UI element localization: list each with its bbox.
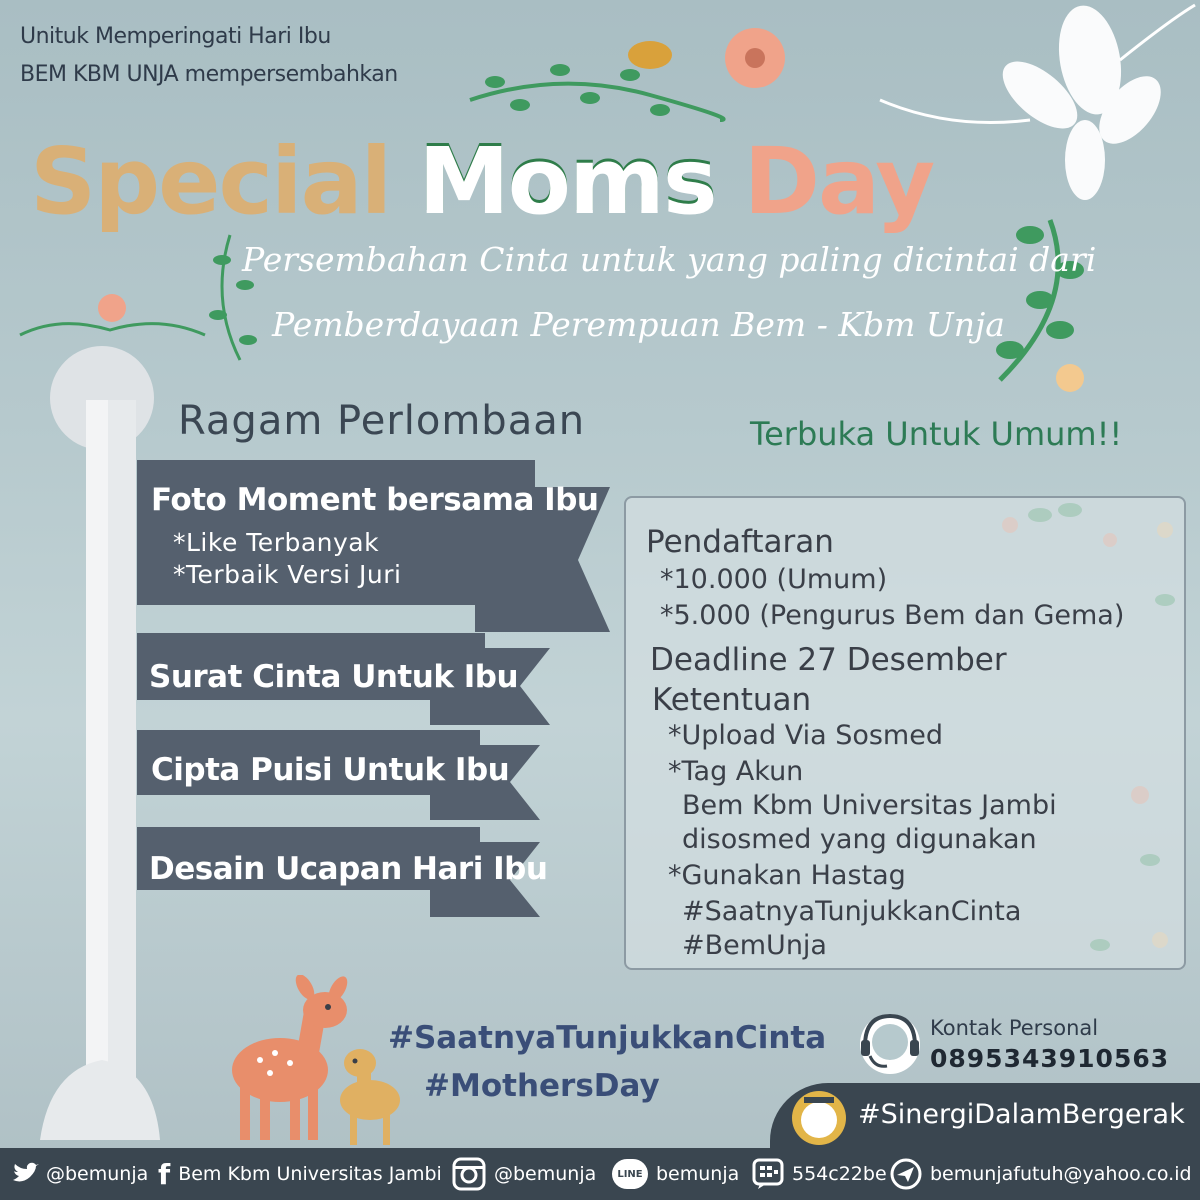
headset-icon [855, 1008, 925, 1078]
hashtag-mothersday: #MothersDay [424, 1068, 660, 1104]
instagram-handle: @bemunja [494, 1163, 597, 1185]
competition-note-1: *Like Terbanyak [173, 528, 380, 557]
email-icon [890, 1158, 922, 1190]
email-link[interactable] [890, 1148, 1192, 1200]
twitter-handle: @bemunja [46, 1163, 149, 1185]
competition-banner-1 [137, 460, 599, 605]
competition-title-3: Cipta Puisi Untuk Ibu [151, 752, 510, 788]
competition-banner-4 [137, 827, 548, 890]
bbm-pin: 554c22be [792, 1163, 887, 1185]
competition-banner-2 [137, 633, 519, 700]
contact-phone: 0895343910563 [930, 1044, 1170, 1073]
twitter-icon [10, 1162, 40, 1186]
section-title: Ragam Perlombaan [178, 398, 586, 444]
hashtag-saatnya: #SaatnyaTunjukkanCinta [388, 1020, 827, 1056]
instagram-link[interactable] [452, 1148, 596, 1200]
fee-members: *5.000 (Pengurus Bem dan Gema) [660, 600, 1125, 631]
info-box [624, 496, 1186, 970]
facebook-page: Bem Kbm Universitas Jambi [178, 1163, 442, 1185]
bbm-icon [752, 1158, 784, 1190]
footer-social-bar [0, 1148, 1200, 1200]
hashtag-1: #SaatnyaTunjukkanCinta [682, 896, 1022, 927]
bbm-link[interactable] [752, 1148, 887, 1200]
rule-tag-account: Bem Kbm Universitas Jambi [682, 790, 1057, 821]
open-to-public-text: Terbuka Untuk Umum!! [750, 415, 1123, 453]
fee-public: *10.000 (Umum) [660, 564, 888, 595]
line-icon: LINE [612, 1159, 648, 1189]
deadline-text: Deadline 27 Desember [650, 642, 1007, 678]
sinergi-bar [770, 1083, 1200, 1148]
title-word-day: Day [743, 128, 934, 235]
registration-heading: Pendaftaran [646, 524, 834, 560]
facebook-icon: f [158, 1157, 171, 1191]
rule-hashtag: *Gunakan Hastag [668, 860, 906, 891]
rules-heading: Ketentuan [652, 682, 812, 718]
contact-label: Kontak Personal [930, 1016, 1099, 1040]
rule-tag: *Tag Akun [668, 756, 804, 787]
deer-illustration [220, 975, 420, 1150]
competition-note-2: *Terbaik Versi Juri [173, 560, 402, 589]
hashtag-2: #BemUnja [682, 930, 827, 961]
sinergi-hashtag: #SinergiDalamBergerak [858, 1099, 1185, 1130]
intro-line-1: Unituk Memperingati Hari Ibu [20, 24, 331, 49]
line-link[interactable] [612, 1148, 739, 1200]
competition-title-1: Foto Moment bersama Ibu [151, 482, 599, 518]
competition-banner-3 [137, 730, 510, 795]
competition-title-4: Desain Ucapan Hari Ibu [149, 851, 548, 887]
instagram-icon [452, 1157, 486, 1191]
rule-tag-note: disosmed yang digunakan [682, 824, 1037, 855]
intro-line-2: BEM KBM UNJA mempersembahkan [20, 62, 398, 87]
twitter-link[interactable] [10, 1148, 148, 1200]
title-word-moms: Moms [418, 128, 716, 235]
organization-logo [790, 1089, 848, 1147]
facebook-link[interactable] [158, 1148, 442, 1200]
email-address: bemunjafutuh@yahoo.co.id [930, 1163, 1192, 1185]
title-word-special: Special [30, 128, 391, 235]
rule-upload: *Upload Via Sosmed [668, 720, 943, 751]
line-handle: bemunja [656, 1163, 740, 1185]
subtitle-line-1: Persembahan Cinta untuk yang paling dicintai dari [242, 240, 1097, 279]
competition-title-2: Surat Cinta Untuk Ibu [149, 659, 519, 695]
subtitle-line-2: Pemberdayaan Perempuan Bem - Kbm Unja [272, 305, 1005, 344]
